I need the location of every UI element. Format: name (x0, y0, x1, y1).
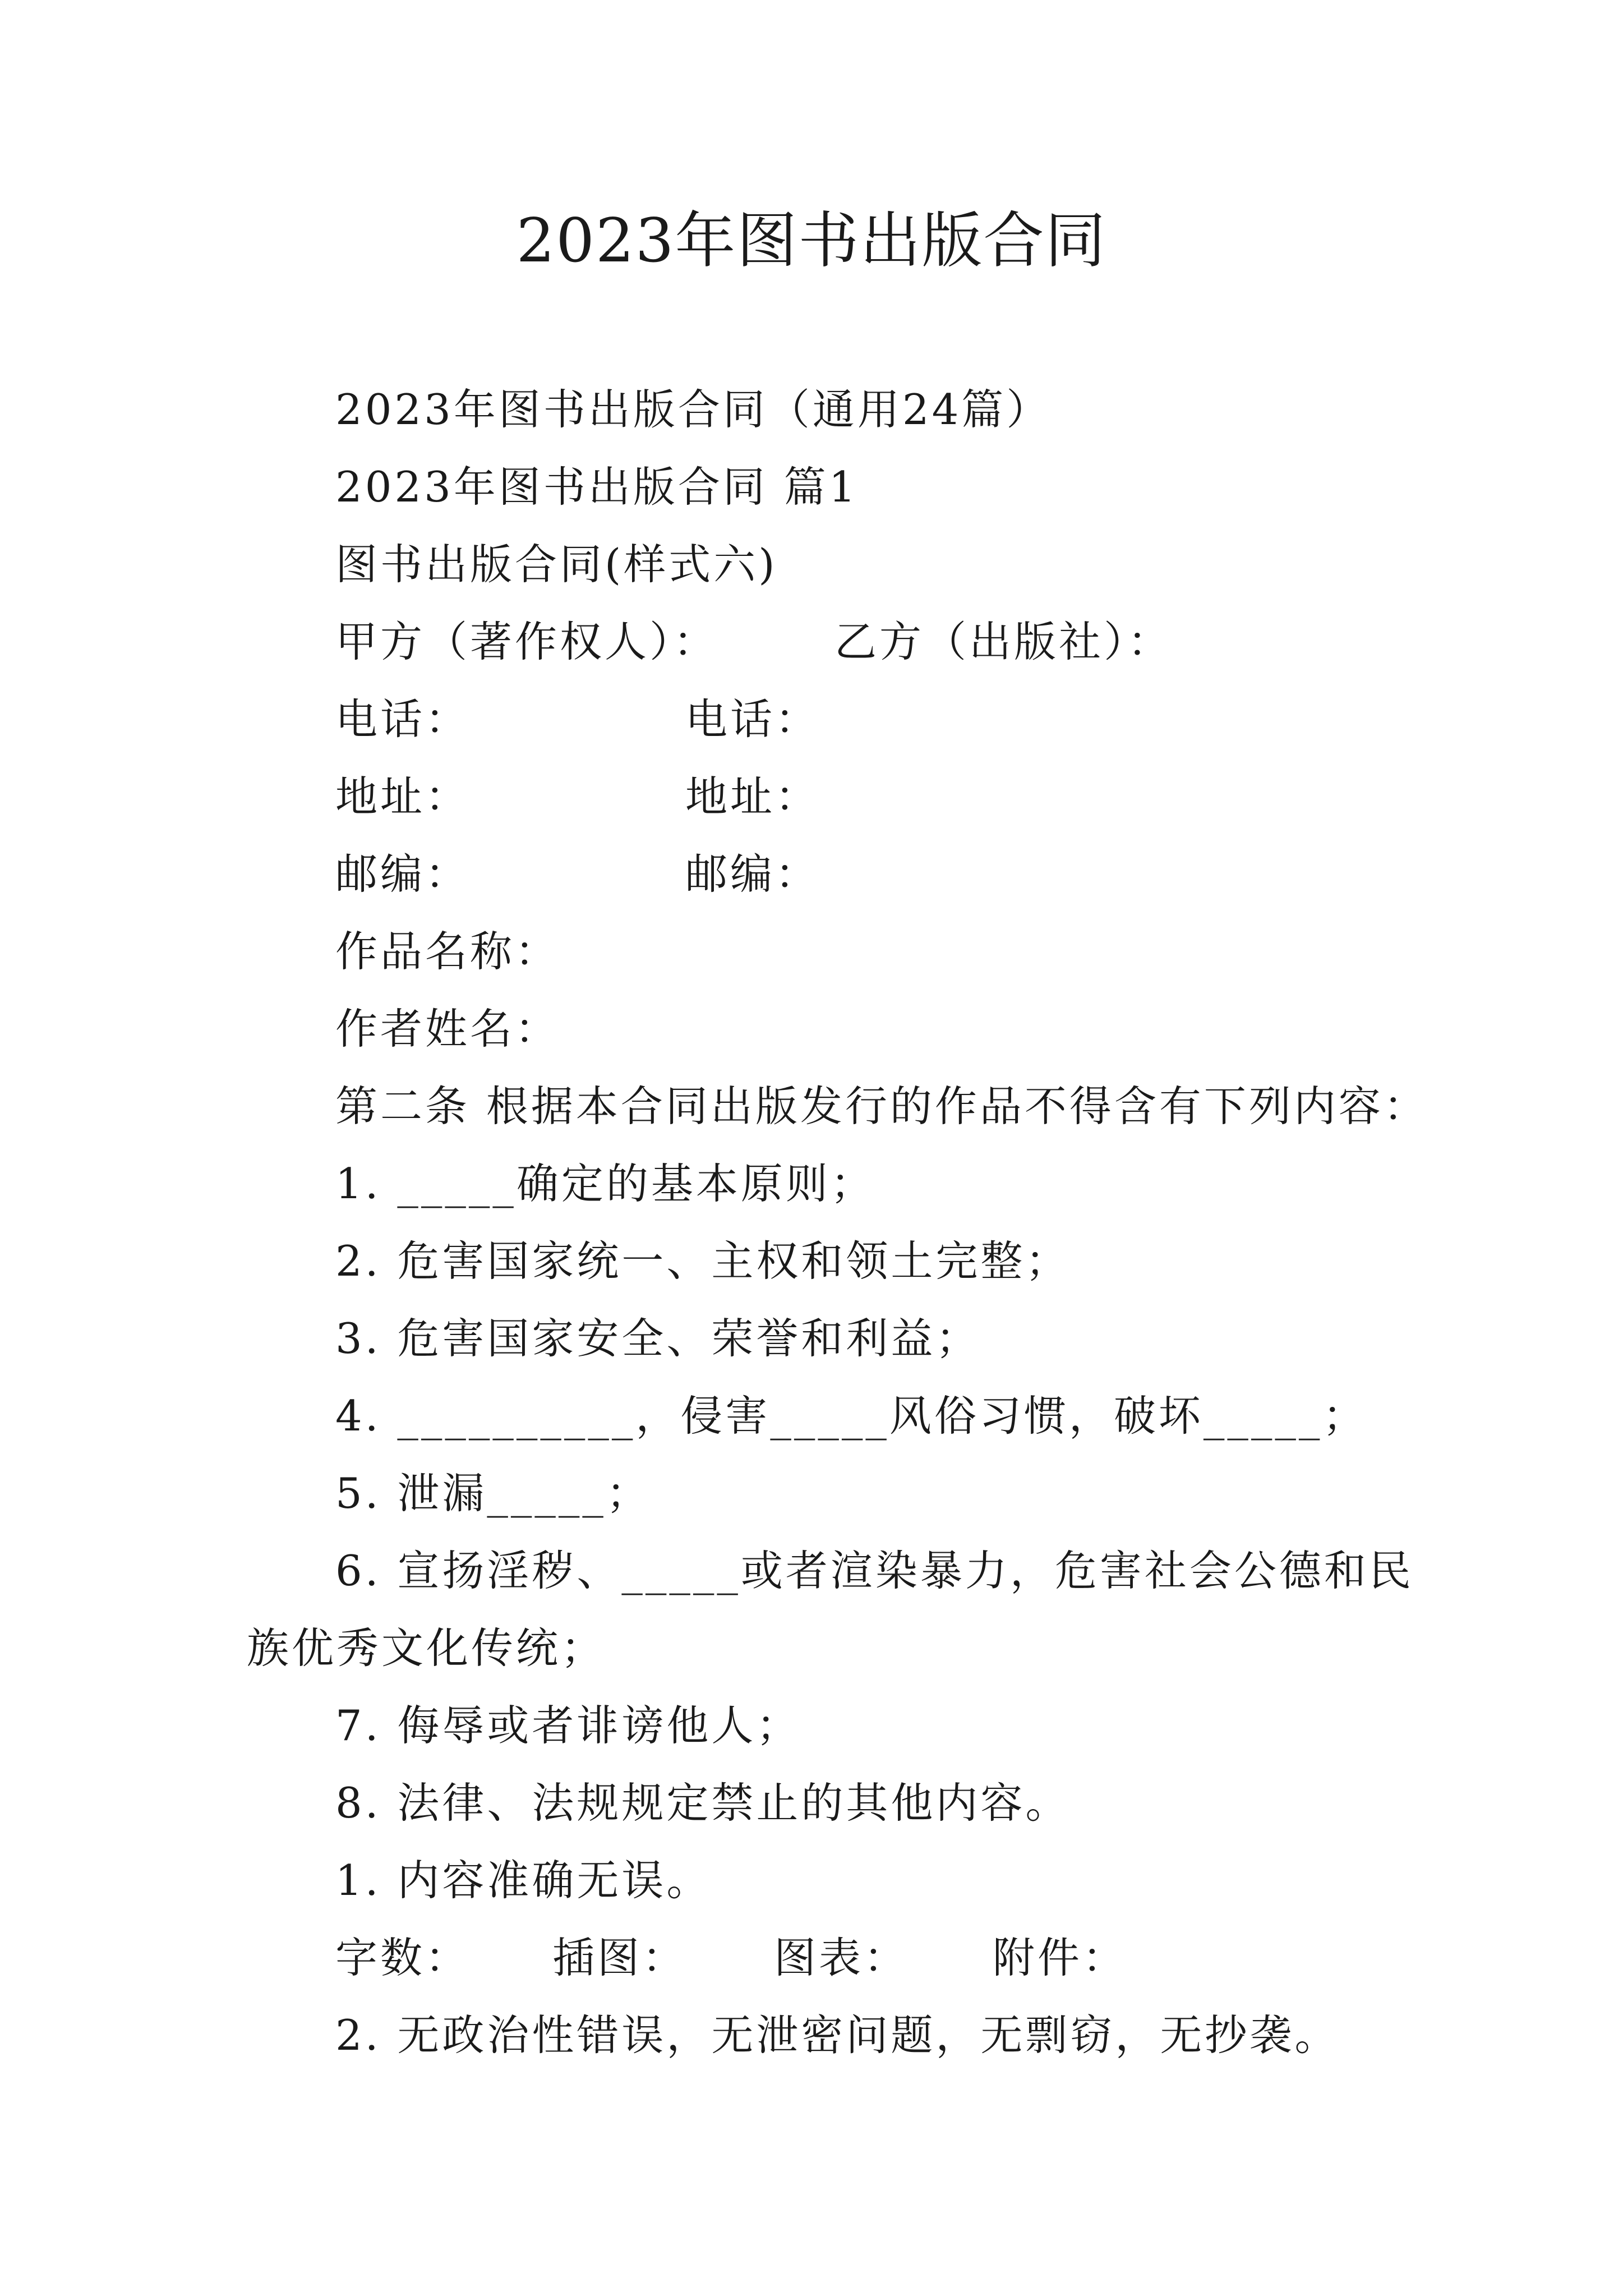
address-a-label: 地址： (335, 772, 471, 821)
count-charts-label: 图表： (774, 1933, 909, 1982)
list-item: 3. 危害国家安全、荣誉和利益； (335, 1314, 981, 1363)
section-heading: 2023年图书出版合同 篇1 (335, 462, 859, 512)
form-name: 图书出版合同(样式六) (335, 540, 778, 589)
postcode-b-label: 邮编： (685, 849, 820, 899)
article-2-heading: 第二条 根据本合同出版发行的作品不得含有下列内容： (335, 1082, 1428, 1131)
count-attachments-label: 附件： (993, 1933, 1128, 1982)
phone-b-label: 电话： (685, 694, 820, 744)
postcode-a-label: 邮编： (335, 849, 471, 899)
list-item-continuation: 族优秀文化传统； (247, 1623, 606, 1673)
subtitle: 2023年图书出版合同（通用24篇） (335, 385, 1052, 434)
party-b-label: 乙方（出版社）： (834, 617, 1173, 666)
requirement-item: 1. 内容准确无误。 (335, 1856, 712, 1905)
list-item: 2. 危害国家统一、主权和领土完整； (335, 1236, 1071, 1286)
count-words-label: 字数： (335, 1933, 471, 1982)
list-item: 8. 法律、法规规定禁止的其他内容。 (335, 1778, 1071, 1828)
work-title-label: 作品名称： (335, 927, 560, 976)
party-a-label: 甲方（著作权人）： (335, 617, 718, 666)
list-item: 1. _____确定的基本原则； (335, 1159, 875, 1208)
list-item: 5. 泄漏_____； (335, 1469, 651, 1518)
author-name-label: 作者姓名： (335, 1004, 560, 1053)
list-item: 4. __________，侵害_____风俗习惯，破坏_____； (335, 1391, 1368, 1441)
document-title: 2023年图书出版合同 (516, 206, 1107, 276)
requirement-item: 2. 无政治性错误，无泄密问题，无剽窃，无抄袭。 (335, 2010, 1340, 2060)
list-item: 7. 侮辱或者诽谤他人； (335, 1701, 801, 1750)
list-item: 6. 宣扬淫秽、_____或者渲染暴力，危害社会公德和民 (335, 1546, 1414, 1595)
count-illustrations-label: 插图： (552, 1933, 688, 1982)
address-b-label: 地址： (685, 772, 820, 821)
phone-a-label: 电话： (335, 694, 471, 744)
